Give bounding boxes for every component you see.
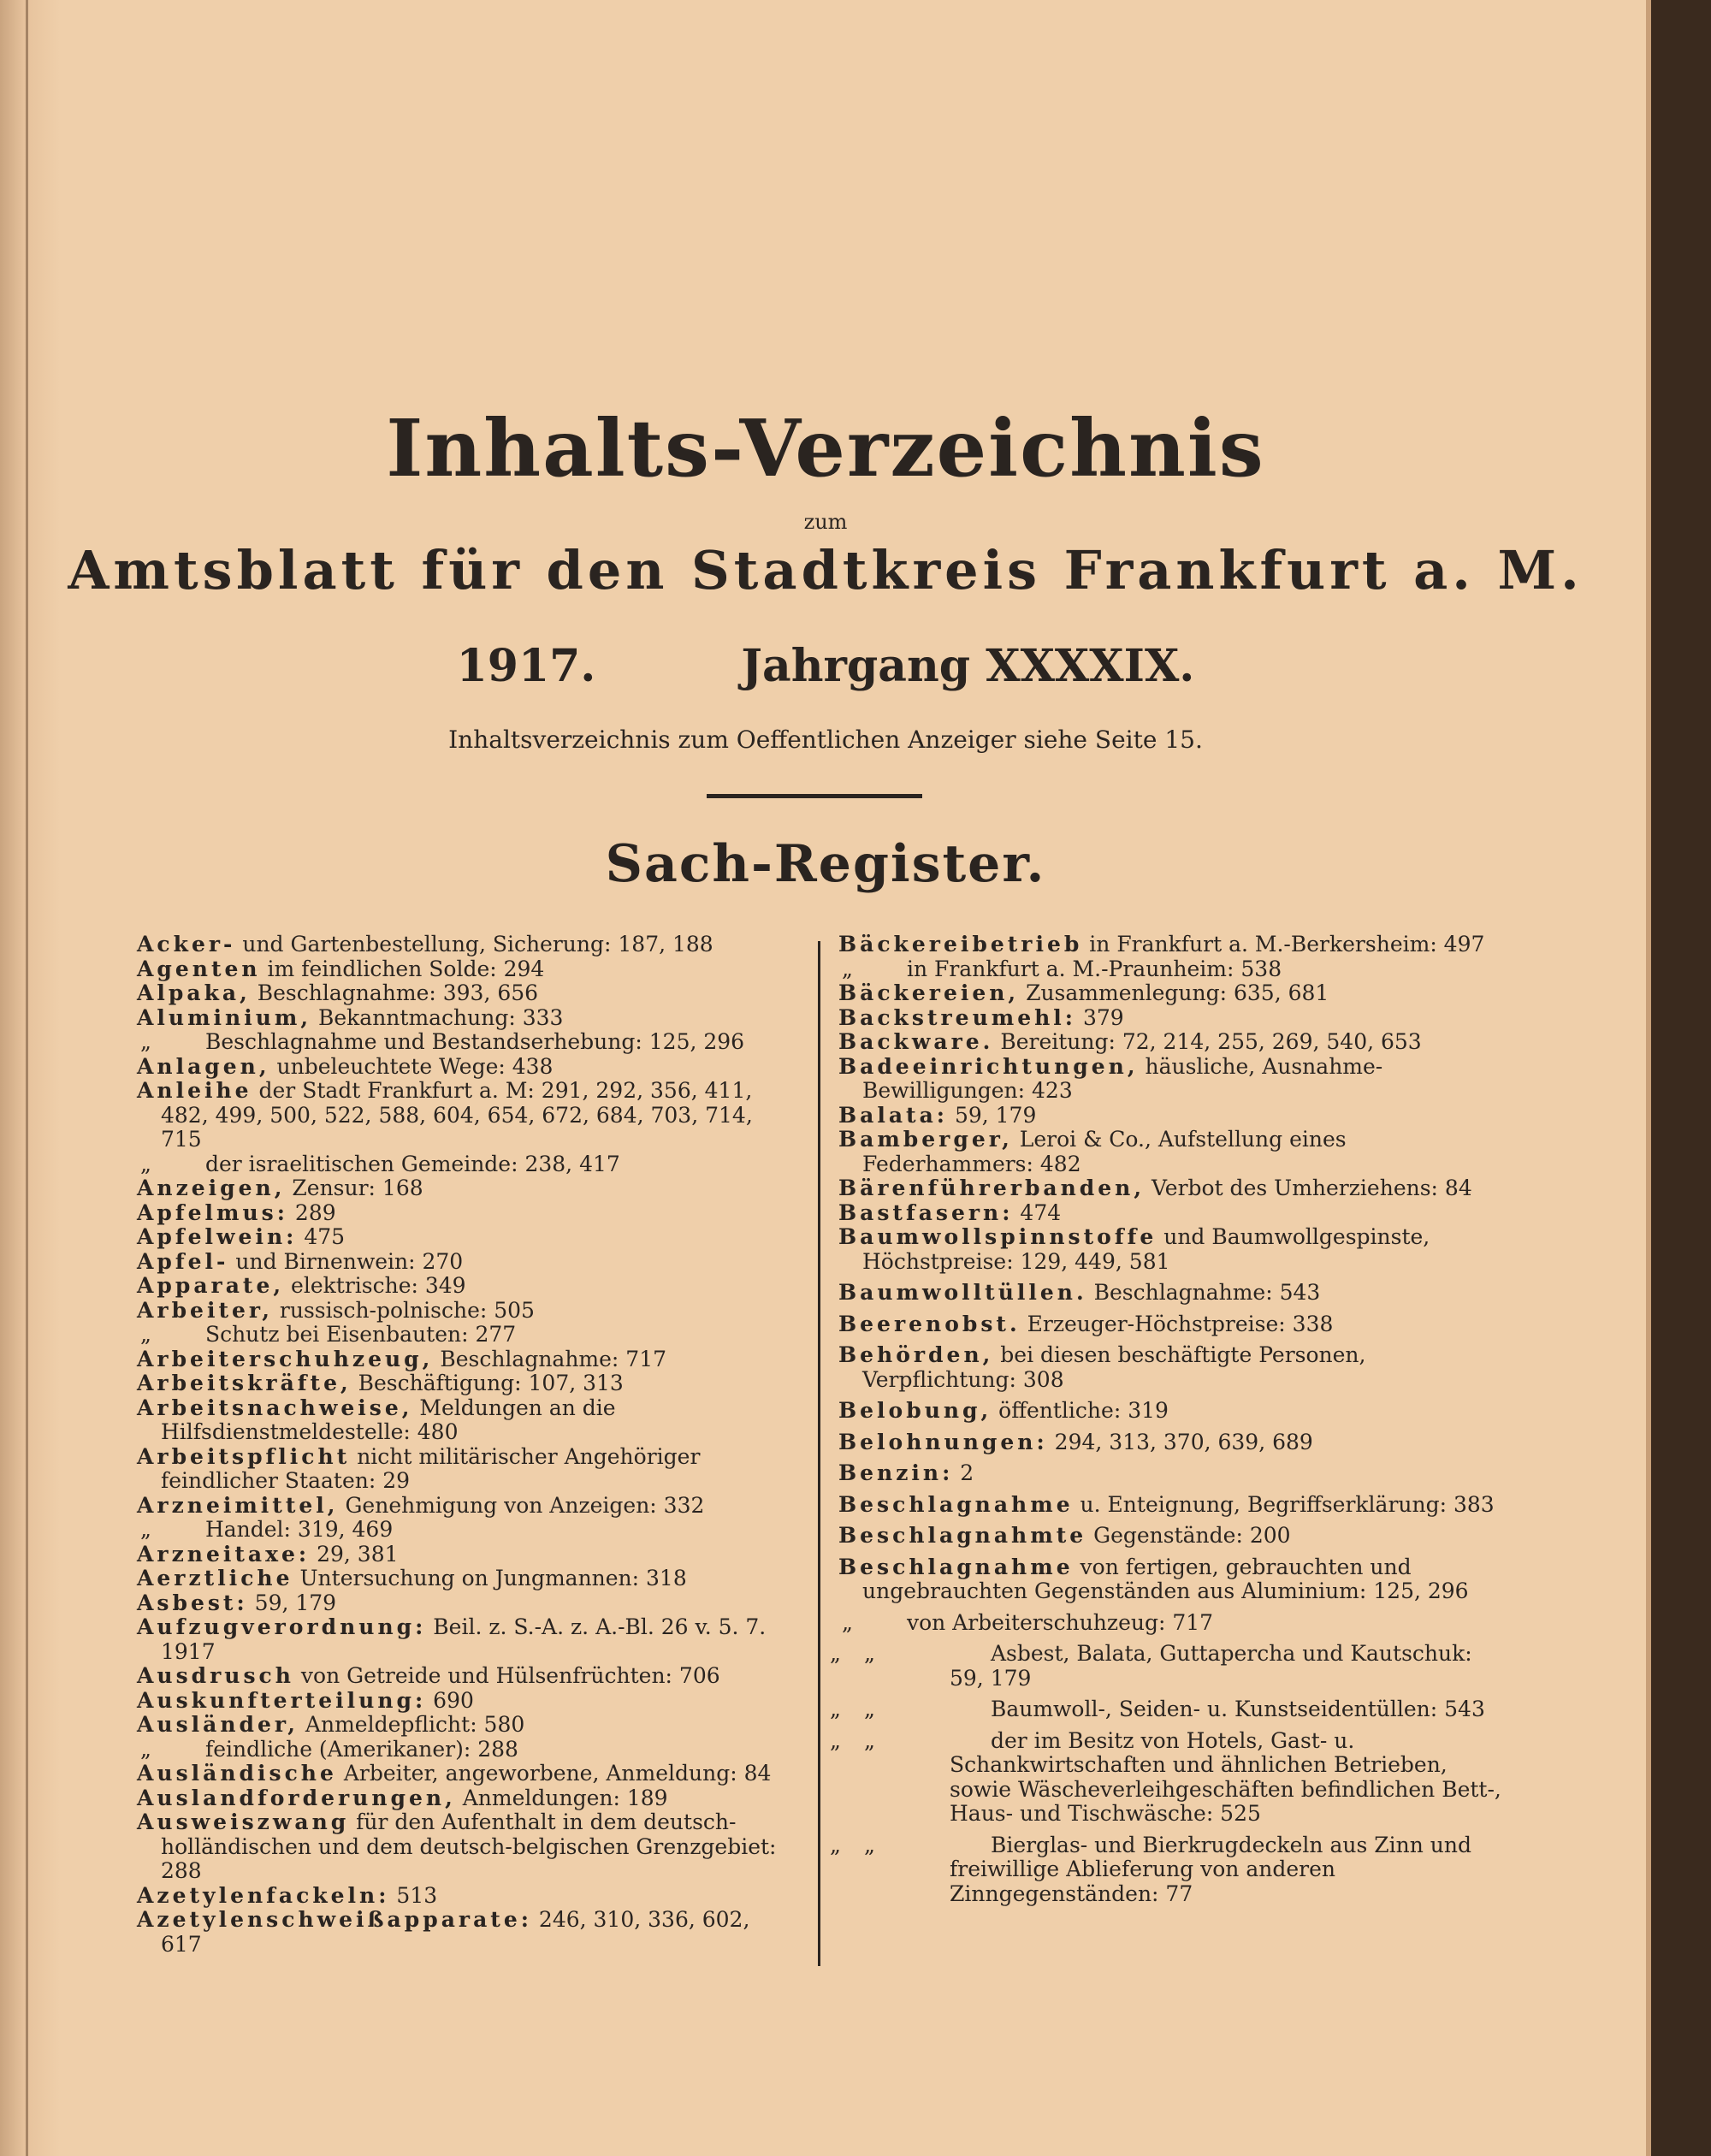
index-entry <box>830 1727 1501 1827</box>
ditto-mark: „ <box>830 1641 841 1666</box>
ditto-mark: „ <box>864 1641 875 1666</box>
entry-text: häusliche, Ausnahme-Bewilligungen: 423 <box>862 1053 1383 1103</box>
entry-text: Genehmigung von Anzeigen: 332 <box>338 1492 705 1518</box>
entry-keyword: Beschlagnahme <box>838 1491 1074 1517</box>
entry-keyword: Arbeitsnachweise, <box>137 1395 413 1420</box>
entry-text: Handel: 319, 469 <box>198 1517 394 1542</box>
ditto-mark: „ <box>842 956 853 981</box>
entry-text: russisch-polnische: 505 <box>272 1297 535 1323</box>
ditto-mark: „ <box>864 1727 875 1753</box>
entry-text: der Stadt Frankfurt a. M: 291, 292, 356, 411, 482, 499, 500, 522, 588, 604, 654, 672, 684, 703, 714, 715 <box>161 1078 753 1152</box>
index-entry <box>838 1461 1501 1486</box>
entry-keyword: Beschlagnahmte <box>838 1523 1087 1548</box>
index-entry <box>137 1371 797 1396</box>
entry-text: Beschlagnahme: 543 <box>1086 1280 1321 1305</box>
ditto-mark: „ <box>140 1517 151 1542</box>
entry-text: und Gartenbestellung, Sicherung: 187, 188 <box>235 932 713 957</box>
entry-text: 29, 381 <box>310 1541 399 1567</box>
index-entry <box>137 981 797 1006</box>
entry-keyword: Baumwolltüllen. <box>838 1280 1087 1305</box>
entry-text: Schutz bei Eisenbauten: 277 <box>198 1322 517 1347</box>
ditto-mark: „ <box>140 1736 151 1762</box>
index-entry <box>838 1399 1501 1424</box>
entry-text: Anmeldepflicht: 580 <box>298 1712 525 1737</box>
index-entry <box>830 1832 1501 1907</box>
index-entry <box>838 1176 1501 1201</box>
entry-text: im feindlichen Solde: 294 <box>260 956 545 981</box>
entry-keyword: Apfelwein: <box>137 1224 298 1249</box>
entry-keyword: Arzneitaxe: <box>137 1541 311 1567</box>
entry-text: in Frankfurt a. M.-Praunheim: 538 <box>900 956 1282 981</box>
index-entry <box>137 1152 797 1177</box>
entry-text: Beschlagnahme: 393, 656 <box>250 980 539 1005</box>
index-entry <box>137 1738 797 1762</box>
entry-text: u. Enteignung, Begriffserklärung: 383 <box>1073 1491 1495 1517</box>
index-entry <box>838 957 1501 982</box>
entry-text: der im Besitz von Hotels, Gast- u. Schankwirtschaften und ähnlichen Betrieben, sowie Wäscheverleihgeschäften befindlichen Bett-, Haus- und Tischwäsche: 525 <box>950 1727 1501 1826</box>
index-entry <box>137 1664 797 1689</box>
entry-text: Baumwoll-, Seiden- u. Kunstseidentüllen: 543 <box>984 1697 1485 1721</box>
entry-keyword: Azetylenfackeln: <box>137 1882 390 1908</box>
entry-text: Beschlagnahme: 717 <box>433 1346 667 1371</box>
entry-text: 474 <box>1013 1199 1062 1225</box>
entry-keyword: Balata: <box>838 1102 948 1128</box>
entry-text: nicht militärischer Angehöriger feindlicher Staaten: 29 <box>161 1443 701 1493</box>
entry-keyword: Acker- <box>137 932 236 957</box>
index-entry <box>137 1299 797 1324</box>
ditto-mark: „ <box>830 1697 841 1721</box>
entry-text: Asbest, Balata, Guttapercha und Kautschuk: 59, 179 <box>950 1641 1472 1691</box>
index-entry <box>137 1615 797 1664</box>
entry-text: 289 <box>287 1199 336 1225</box>
entry-text: von Getreide und Hülsenfrüchten: 706 <box>293 1663 720 1688</box>
entry-keyword: Arbeiterschuhzeug, <box>137 1346 434 1371</box>
entry-text: 59, 179 <box>247 1590 337 1615</box>
index-entry <box>137 1274 797 1299</box>
entry-keyword: Arbeiter, <box>137 1297 273 1323</box>
entry-text: 294, 313, 370, 639, 689 <box>1047 1429 1313 1454</box>
entry-text: Gegenstände: 200 <box>1086 1523 1291 1548</box>
entry-keyword: Auslandforderungen, <box>137 1785 456 1810</box>
index-entry <box>137 1786 797 1811</box>
entry-keyword: Backware. <box>838 1029 994 1054</box>
entry-keyword: Apfelmus: <box>137 1199 288 1225</box>
ditto-mark: „ <box>140 1322 151 1347</box>
entry-text: Bereitung: 72, 214, 255, 269, 540, 653 <box>993 1029 1422 1054</box>
entry-keyword: Anzeigen, <box>137 1176 286 1200</box>
index-entry <box>137 1494 797 1519</box>
entry-text: 59, 179 <box>948 1102 1037 1128</box>
entry-text: Beschlagnahme und Bestandserhebung: 125, 296 <box>198 1029 745 1054</box>
entry-text: Beschäftigung: 107, 313 <box>351 1371 624 1395</box>
entry-keyword: Beschlagnahme <box>838 1554 1074 1579</box>
index-entry <box>137 1713 797 1738</box>
entry-keyword: Beerenobst. <box>838 1311 1021 1336</box>
entry-keyword: Aufzugverordnung: <box>137 1614 427 1639</box>
entry-text: 475 <box>297 1224 346 1249</box>
index-entry <box>137 1250 797 1275</box>
entry-text: Zensur: 168 <box>285 1176 423 1200</box>
cross-reference-note: Inhaltsverzeichnis zum Oeffentlichen Anzeiger siehe Seite 15. <box>448 726 1203 754</box>
entry-keyword: Ausdrusch <box>137 1663 294 1688</box>
index-entry <box>137 1201 797 1226</box>
index-entry <box>838 933 1501 957</box>
volume: Jahrgang XXXXIX. <box>741 640 1195 692</box>
entry-text: für den Aufenthalt in dem deutsch-holländischen und dem deutsch-belgischen Grenzgebiet: 288 <box>161 1810 777 1883</box>
entry-text: Untersuchung on Jungmannen: 318 <box>293 1566 687 1590</box>
entry-text: der israelitischen Gemeinde: 238, 417 <box>198 1151 620 1176</box>
index-entry <box>137 1030 797 1055</box>
index-entry <box>137 1006 797 1031</box>
entry-text: Anmeldungen: 189 <box>455 1785 668 1810</box>
entry-keyword: Azetylenschweißapparate: <box>137 1907 532 1932</box>
ditto-mark: „ <box>830 1727 841 1753</box>
index-entry <box>838 1430 1501 1455</box>
entry-keyword: Benzin: <box>838 1460 954 1485</box>
entry-text: 379 <box>1076 1004 1124 1030</box>
index-entry <box>137 1567 797 1591</box>
entry-text: von fertigen, gebrauchten und ungebrauchten Gegenständen aus Aluminium: 125, 296 <box>862 1554 1469 1603</box>
entry-text: in Frankfurt a. M.-Berkersheim: 497 <box>1082 932 1485 957</box>
entry-keyword: Bärenführerbanden, <box>838 1176 1146 1200</box>
entry-keyword: Ausländer, <box>137 1712 299 1737</box>
entry-keyword: Agenten <box>137 956 261 981</box>
entry-text: Beil. z. S.-A. z. A.-Bl. 26 v. 5. 7. 1917 <box>161 1614 767 1664</box>
index-entry <box>838 1281 1501 1306</box>
page-edge <box>1646 0 1651 2156</box>
entry-text: öffentliche: 319 <box>992 1398 1169 1423</box>
entry-keyword: Arbeitspflicht <box>137 1443 351 1469</box>
ditto-mark: „ <box>842 1609 853 1635</box>
index-entry <box>137 1055 797 1080</box>
entry-text: 2 <box>953 1460 974 1485</box>
entry-keyword: Bäckereibetrieb <box>838 932 1083 957</box>
entry-text: Arbeiter, angeworbene, Anmeldung: 84 <box>336 1761 772 1786</box>
entry-text: unbeleuchtete Wege: 438 <box>269 1053 554 1079</box>
entry-keyword: Backstreumehl: <box>838 1004 1077 1030</box>
entry-text: elektrische: 349 <box>284 1273 466 1298</box>
entry-keyword: Alpaka, <box>137 980 251 1005</box>
entry-keyword: Auskunfterteilung: <box>137 1687 427 1713</box>
index-entry <box>838 1104 1501 1128</box>
entry-keyword: Aerztliche <box>137 1566 293 1590</box>
entry-keyword: Behörden, <box>838 1342 994 1367</box>
index-entry <box>838 1493 1501 1518</box>
index-entry <box>137 1445 797 1494</box>
index-column-right <box>830 932 1501 1913</box>
index-entry <box>838 1055 1501 1104</box>
entry-text: Zusammenlegung: 635, 681 <box>1019 980 1329 1005</box>
entry-keyword: Belohnungen: <box>838 1429 1048 1454</box>
index-entry <box>830 1641 1501 1691</box>
index-column-left <box>137 933 797 1957</box>
entry-keyword: Baumwollspinnstoffe <box>838 1224 1157 1249</box>
ditto-mark: „ <box>140 1029 151 1054</box>
entry-text: Erzeuger-Höchstpreise: 338 <box>1020 1311 1334 1336</box>
index-entry <box>830 1697 1501 1722</box>
entry-keyword: Apparate, <box>137 1273 285 1298</box>
ditto-mark: „ <box>830 1832 841 1857</box>
entry-text: bei diesen beschäftigte Personen, Verpflichtung: 308 <box>862 1342 1366 1392</box>
year-line <box>0 640 1651 692</box>
entry-keyword: Bastfasern: <box>838 1199 1014 1225</box>
index-entry <box>838 1006 1501 1031</box>
entry-text: 246, 310, 336, 602, 617 <box>161 1907 750 1957</box>
index-entry <box>137 1762 797 1786</box>
index-entry <box>137 1591 797 1616</box>
index-entry <box>838 1611 1501 1636</box>
index-entry <box>137 1396 797 1445</box>
index-entry <box>137 1518 797 1543</box>
index-entry <box>137 1884 797 1909</box>
index-entry <box>838 1128 1501 1176</box>
entry-text: 690 <box>426 1687 474 1713</box>
entry-keyword: Arzneimittel, <box>137 1492 339 1518</box>
index-entry <box>137 933 797 957</box>
entry-keyword: Arbeitskräfte, <box>137 1371 352 1395</box>
index-entry <box>838 1030 1501 1055</box>
index-entry <box>137 1348 797 1372</box>
index-entry <box>137 957 797 982</box>
entry-keyword: Asbest: <box>137 1590 248 1615</box>
index-entry <box>137 1810 797 1884</box>
index-entry <box>838 1201 1501 1226</box>
ditto-mark: „ <box>140 1151 151 1176</box>
entry-keyword: Badeeinrichtungen, <box>838 1053 1139 1079</box>
publication-name: Amtsblatt für den Stadtkreis Frankfurt a. M. <box>68 539 1584 601</box>
entry-text: und Birnenwein: 270 <box>228 1248 464 1274</box>
entry-text: von Arbeiterschuhzeug: 717 <box>900 1609 1214 1635</box>
spine-fold-line <box>26 0 28 2156</box>
page-title: Inhalts-Verzeichnis <box>386 402 1265 495</box>
entry-text: Bekanntmachung: 333 <box>311 1004 564 1030</box>
index-entry <box>137 1176 797 1201</box>
year: 1917. <box>456 640 596 692</box>
index-entry <box>838 1312 1501 1337</box>
index-entry <box>838 981 1501 1006</box>
entry-keyword: Apfel- <box>137 1248 229 1274</box>
index-entry <box>137 1908 797 1957</box>
index-entry <box>838 1225 1501 1274</box>
entry-text: feindliche (Amerikaner): 288 <box>198 1736 518 1762</box>
title-connector: zum <box>803 510 848 534</box>
entry-text: und Baumwollgespinste, Höchstpreise: 129, 449, 581 <box>862 1224 1430 1274</box>
index-entry <box>137 1079 797 1152</box>
entry-keyword: Bamberger, <box>838 1127 1013 1152</box>
index-entry <box>838 1343 1501 1392</box>
entry-text: Meldungen an die Hilfsdienstmeldestelle: 480 <box>161 1395 616 1444</box>
entry-keyword: Anleihe <box>137 1078 252 1103</box>
entry-text: Leroi & Co., Aufstellung eines Federhammers: 482 <box>862 1127 1347 1176</box>
index-entry <box>137 1543 797 1567</box>
entry-text: 513 <box>389 1882 438 1908</box>
entry-keyword: Aluminium, <box>137 1004 312 1030</box>
entry-text: Bierglas- und Bierkrugdeckeln aus Zinn und freiwillige Ablieferung von anderen Zinngegenständen: 77 <box>950 1832 1471 1906</box>
entry-keyword: Ausweiszwang <box>137 1810 350 1834</box>
entry-keyword: Belobung, <box>838 1398 992 1423</box>
ditto-mark: „ <box>864 1832 875 1857</box>
column-divider <box>818 941 820 1966</box>
index-entry <box>137 1225 797 1250</box>
horizontal-rule <box>707 794 922 798</box>
ditto-mark: „ <box>864 1697 875 1721</box>
index-entry <box>137 1323 797 1348</box>
entry-keyword: Anlagen, <box>137 1053 270 1079</box>
entry-keyword: Bäckereien, <box>838 980 1020 1005</box>
entry-keyword: Ausländische <box>137 1761 337 1786</box>
index-entry <box>137 1689 797 1714</box>
entry-text: Verbot des Umherziehens: 84 <box>1145 1176 1472 1200</box>
index-entry <box>838 1555 1501 1604</box>
index-entry <box>838 1524 1501 1549</box>
section-heading: Sach-Register. <box>605 834 1046 894</box>
book-spine <box>0 0 60 2156</box>
